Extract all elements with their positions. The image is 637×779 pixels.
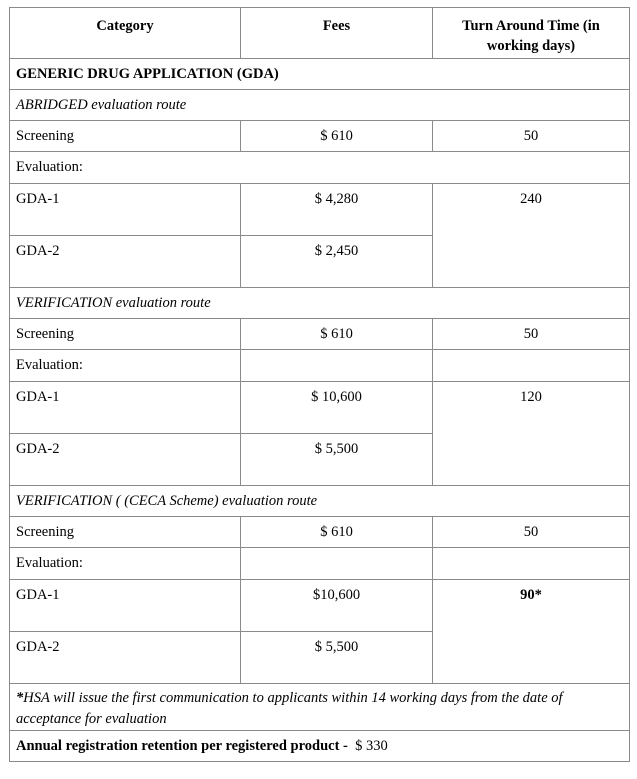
table-row bbox=[10, 517, 630, 548]
table-row bbox=[10, 319, 630, 350]
row-label: Screening bbox=[10, 517, 241, 548]
header-category: Category bbox=[10, 8, 241, 59]
row-fee: $ 10,600 bbox=[241, 382, 433, 434]
row-label: GDA-2 bbox=[10, 236, 241, 288]
evaluation-row bbox=[10, 548, 630, 580]
row-fee: $ 610 bbox=[241, 319, 433, 350]
footnote-row bbox=[10, 684, 630, 731]
row-label: GDA-1 bbox=[10, 382, 241, 434]
route-title bbox=[10, 486, 630, 517]
row-label: GDA-2 bbox=[10, 434, 241, 486]
row-fee: $ 4,280 bbox=[241, 184, 433, 236]
route-title-row bbox=[10, 288, 630, 319]
row-tat: 240 bbox=[433, 184, 630, 288]
header-row bbox=[10, 8, 630, 59]
footnote-text: HSA will issue the first communication to applicants within 14 working days from the date of acceptance for evaluation bbox=[16, 690, 563, 727]
row-fee: $ 5,500 bbox=[241, 434, 433, 486]
row-tat: 50 bbox=[433, 319, 630, 350]
route-title bbox=[10, 90, 630, 121]
header-fees: Fees bbox=[241, 8, 433, 59]
route-title-rest: evaluation route bbox=[112, 295, 211, 311]
table-row bbox=[10, 184, 630, 236]
evaluation-label: Evaluation: bbox=[10, 152, 630, 184]
empty-cell bbox=[433, 350, 630, 382]
table-row bbox=[10, 580, 630, 632]
route-title-row bbox=[10, 90, 630, 121]
annual-retention bbox=[10, 731, 630, 762]
row-label: GDA-2 bbox=[10, 632, 241, 684]
section-title-row bbox=[10, 59, 630, 90]
section-title: GENERIC DRUG APPLICATION (GDA) bbox=[10, 59, 630, 90]
row-label: Screening bbox=[10, 319, 241, 350]
annual-label: Annual registration retention per registered product - bbox=[16, 738, 348, 754]
table-row bbox=[10, 382, 630, 434]
annual-fee: $ 330 bbox=[355, 738, 388, 754]
row-tat: 90* bbox=[433, 580, 630, 684]
row-label: GDA-1 bbox=[10, 184, 241, 236]
empty-cell bbox=[241, 548, 433, 580]
empty-cell bbox=[433, 548, 630, 580]
row-fee: $ 2,450 bbox=[241, 236, 433, 288]
row-tat: 50 bbox=[433, 121, 630, 152]
row-label: GDA-1 bbox=[10, 580, 241, 632]
evaluation-label: Evaluation: bbox=[10, 548, 241, 580]
evaluation-row bbox=[10, 152, 630, 184]
row-fee: $10,600 bbox=[241, 580, 433, 632]
route-title-emph: ABRIDGED bbox=[16, 97, 88, 113]
route-title-row bbox=[10, 486, 630, 517]
row-fee: $ 5,500 bbox=[241, 632, 433, 684]
annual-row bbox=[10, 731, 630, 762]
row-tat: 50 bbox=[433, 517, 630, 548]
table-row bbox=[10, 121, 630, 152]
row-fee: $ 610 bbox=[241, 121, 433, 152]
row-label: Screening bbox=[10, 121, 241, 152]
evaluation-label: Evaluation: bbox=[10, 350, 241, 382]
route-title bbox=[10, 288, 630, 319]
header-turnaround: Turn Around Time (in working days) bbox=[433, 8, 630, 59]
route-title-emph: VERIFICATION ( (CECA Scheme) bbox=[16, 493, 219, 509]
evaluation-row bbox=[10, 350, 630, 382]
route-title-emph: VERIFICATION bbox=[16, 295, 113, 311]
footnote-star: * bbox=[16, 690, 24, 706]
empty-cell bbox=[241, 350, 433, 382]
row-tat: 120 bbox=[433, 382, 630, 486]
footnote bbox=[10, 684, 630, 731]
row-fee: $ 610 bbox=[241, 517, 433, 548]
route-title-rest: evaluation route bbox=[87, 97, 187, 113]
route-title-rest: evaluation route bbox=[218, 493, 318, 509]
fees-table bbox=[9, 7, 630, 762]
